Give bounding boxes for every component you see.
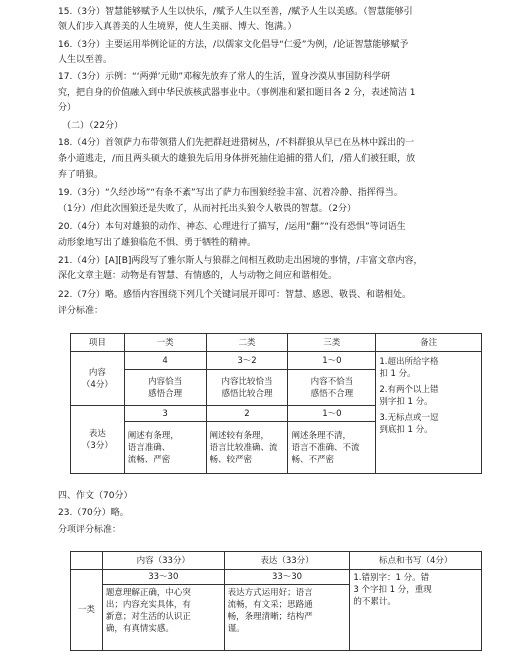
table2-notes [350, 570, 482, 651]
section-4-heading: 四、作文（70分） [58, 491, 133, 501]
note-line: 3.无标点或一逗 [379, 413, 439, 423]
rubric-2-label: 分项评分标准： [58, 525, 122, 535]
expr-desc-3-a: 阐述条理不清， [291, 430, 351, 441]
expr-desc-1-b: 语言准确、 [127, 442, 171, 453]
row-label-class-1: 一类 [71, 570, 103, 651]
expr-desc-3-b: 语言不准确、不流 [291, 442, 360, 453]
table2-content-line: 题意理解正确，中心突 [105, 588, 191, 598]
content-score-3: 1～0 [288, 352, 376, 370]
expr-desc-1-a: 阐述有条理， [127, 430, 179, 441]
rubric-table-23 [70, 551, 482, 651]
answer-19-line-2: （1分）/但此次围狼还是失败了，从而衬托出头狼令人敬畏的智慧。（2分） [58, 204, 356, 214]
content-desc-2-a: 内容比较恰当 [221, 376, 273, 387]
answer-20-line-2: 动形象地写出了雄狼临危不惧、勇于牺牲的精神。 [58, 238, 257, 248]
table2-content-line: 确，有真情实感。 [105, 624, 174, 634]
expr-score-2: 2 [206, 406, 288, 422]
table-header-class-3: 三类 [288, 334, 376, 352]
table2-expr-line: 谨。 [227, 624, 245, 634]
answer-18-line-2: 条小道逃走，/而且两头硕大的雄狼先后用身体拼死抽住追捕的猎人们，/猎人们被狂眼，放 [58, 154, 416, 164]
table2-note-line: 的不累计。 [353, 597, 396, 607]
answer-22: 22.（7分）略。感悟内容围绕下列几个关键词展开即可：智慧、感恩、敬畏、和谐相处。 [58, 290, 412, 300]
table2-content-score: 33～30 [102, 570, 224, 585]
table-header-class-2: 二类 [206, 334, 288, 352]
table2-expr-line: 畅，条理清晰；结构严 [227, 612, 313, 622]
expr-score-3: 1～0 [288, 406, 376, 422]
table2-note-line: 1.错别字：1 分。错 [353, 573, 430, 583]
content-desc-3-a: 内容不恰当 [310, 376, 354, 387]
content-desc-1-a: 内容恰当 [148, 376, 183, 387]
answer-18-line-1: 18.（4分）首领萨力布带领猎人们先把群赶进猎树丛，/不料群狼从早已在丛林中踩出的一 [58, 138, 415, 148]
row-label-expression: 表达 （3分） [71, 406, 125, 474]
content-desc-1 [124, 370, 206, 406]
table2-expr-line: 表达方式运用好；语言 [227, 588, 313, 598]
answer-17-line-2: 究，把自身的价值融入到中华民族核武器事业中。（事例准和紧扣题目各 2 分，表述简洁 1 [58, 88, 416, 98]
expr-desc-1 [124, 422, 206, 474]
answer-17-line-1: 17.（3分）示例：“‘两弹’元勋”邓稼先放弃了常人的生活，置身沙漠从事国防科学研 [58, 72, 391, 82]
table2-header-punctuation: 标点和书写（4分） [350, 552, 482, 570]
content-desc-2 [206, 370, 288, 406]
table2-content-line: 出；内容充实具体，有 [105, 600, 191, 610]
table-header-item: 项目 [71, 334, 125, 352]
answer-21-line-2: 深化文章主题：动物是有智慧、有情感的，人与动物之间应和谐相处。 [58, 271, 338, 281]
content-desc-1-b: 感悟合理 [148, 388, 183, 399]
answer-16-line-1: 16.（3分）主要运用举例论证的方法，/以儒家文化倡导“仁爱”为例，/论证智慧能够赋予 [58, 40, 409, 50]
row-label-content: 内容 （4分） [71, 352, 125, 406]
answer-18-line-3: 弃了哨狼。 [58, 170, 104, 180]
table2-content-line: 新意；对生活的认识正 [105, 612, 191, 622]
expr-desc-2-c: 畅、较严密 [209, 454, 253, 465]
section-2-heading: （二）（22分） [62, 121, 123, 131]
content-desc-3-b: 感悟不合理 [310, 388, 354, 399]
expr-score-1: 3 [124, 406, 206, 422]
content-desc-3 [288, 370, 376, 406]
table-header-notes: 备注 [376, 334, 482, 352]
table2-expr-score: 33～30 [224, 570, 350, 585]
answer-23: 23.（70分）略。 [58, 508, 129, 518]
table2-expr-desc [224, 585, 350, 651]
note-line: 扣 1 分。 [379, 369, 416, 379]
table2-expr-line: 流畅，有文采；思路通 [227, 600, 313, 610]
table2-note-line: 3 个字扣 1 分，重现 [353, 585, 432, 595]
content-score-1: 4 [124, 352, 206, 370]
expr-desc-1-c: 流畅、严密 [127, 454, 171, 465]
answer-16-line-2: 人生以至善。 [58, 55, 113, 65]
answer-20-line-1: 20.（4分）本句对雄狼的动作、神态、心理进行了描写，/运用“翻”“没有恐惧”等词语生 [58, 222, 406, 232]
table2-header-blank [71, 552, 103, 570]
table2-content-desc [102, 585, 224, 651]
answer-19-line-1: 19.（3分）“久经沙场”“有条不紊”写出了萨力布围狼经验丰富、沉着冷静、指挥得当。 [58, 188, 403, 198]
answer-15-line-2: 领人们步入真善美的人生境界，使人生美丽、博大、饱满。） [58, 22, 297, 32]
expr-desc-2-a: 阐述较有条理， [209, 430, 270, 441]
note-line: 1.超出所给字格 [379, 357, 439, 367]
notes-cell [376, 352, 482, 474]
table-header-class-1: 一类 [124, 334, 206, 352]
table2-header-content: 内容（33分） [102, 552, 224, 570]
rubric-table-22 [70, 333, 482, 474]
expr-desc-2-b: 语言比较准确、流 [209, 442, 278, 453]
content-score-2: 3～2 [206, 352, 288, 370]
expr-desc-3 [288, 422, 376, 474]
answer-15-line-1: 15.（3分）智慧能够赋予人生以快乐，/赋予人生以至善，/赋予人生以美感。（智慧能够引 [58, 7, 413, 17]
content-desc-2-b: 感悟比较合理 [221, 388, 273, 399]
expr-desc-2 [206, 422, 288, 474]
expr-desc-3-c: 畅、不严密 [291, 454, 334, 465]
note-line: 2.有两个以上错 [379, 385, 439, 395]
answer-21-line-1: 21.（4分）[A][B]两段写了雅尔斯人与狼群之间相互救助走出困境的事情，/丰富文章内容， [58, 256, 423, 266]
rubric-label: 评分标准： [58, 306, 104, 316]
answer-17-line-3: 分） [58, 103, 77, 113]
table2-header-expression: 表达（33分） [224, 552, 350, 570]
note-line: 别字扣 1 分。 [379, 397, 433, 407]
note-line: 到底扣 1 分。 [379, 425, 433, 435]
